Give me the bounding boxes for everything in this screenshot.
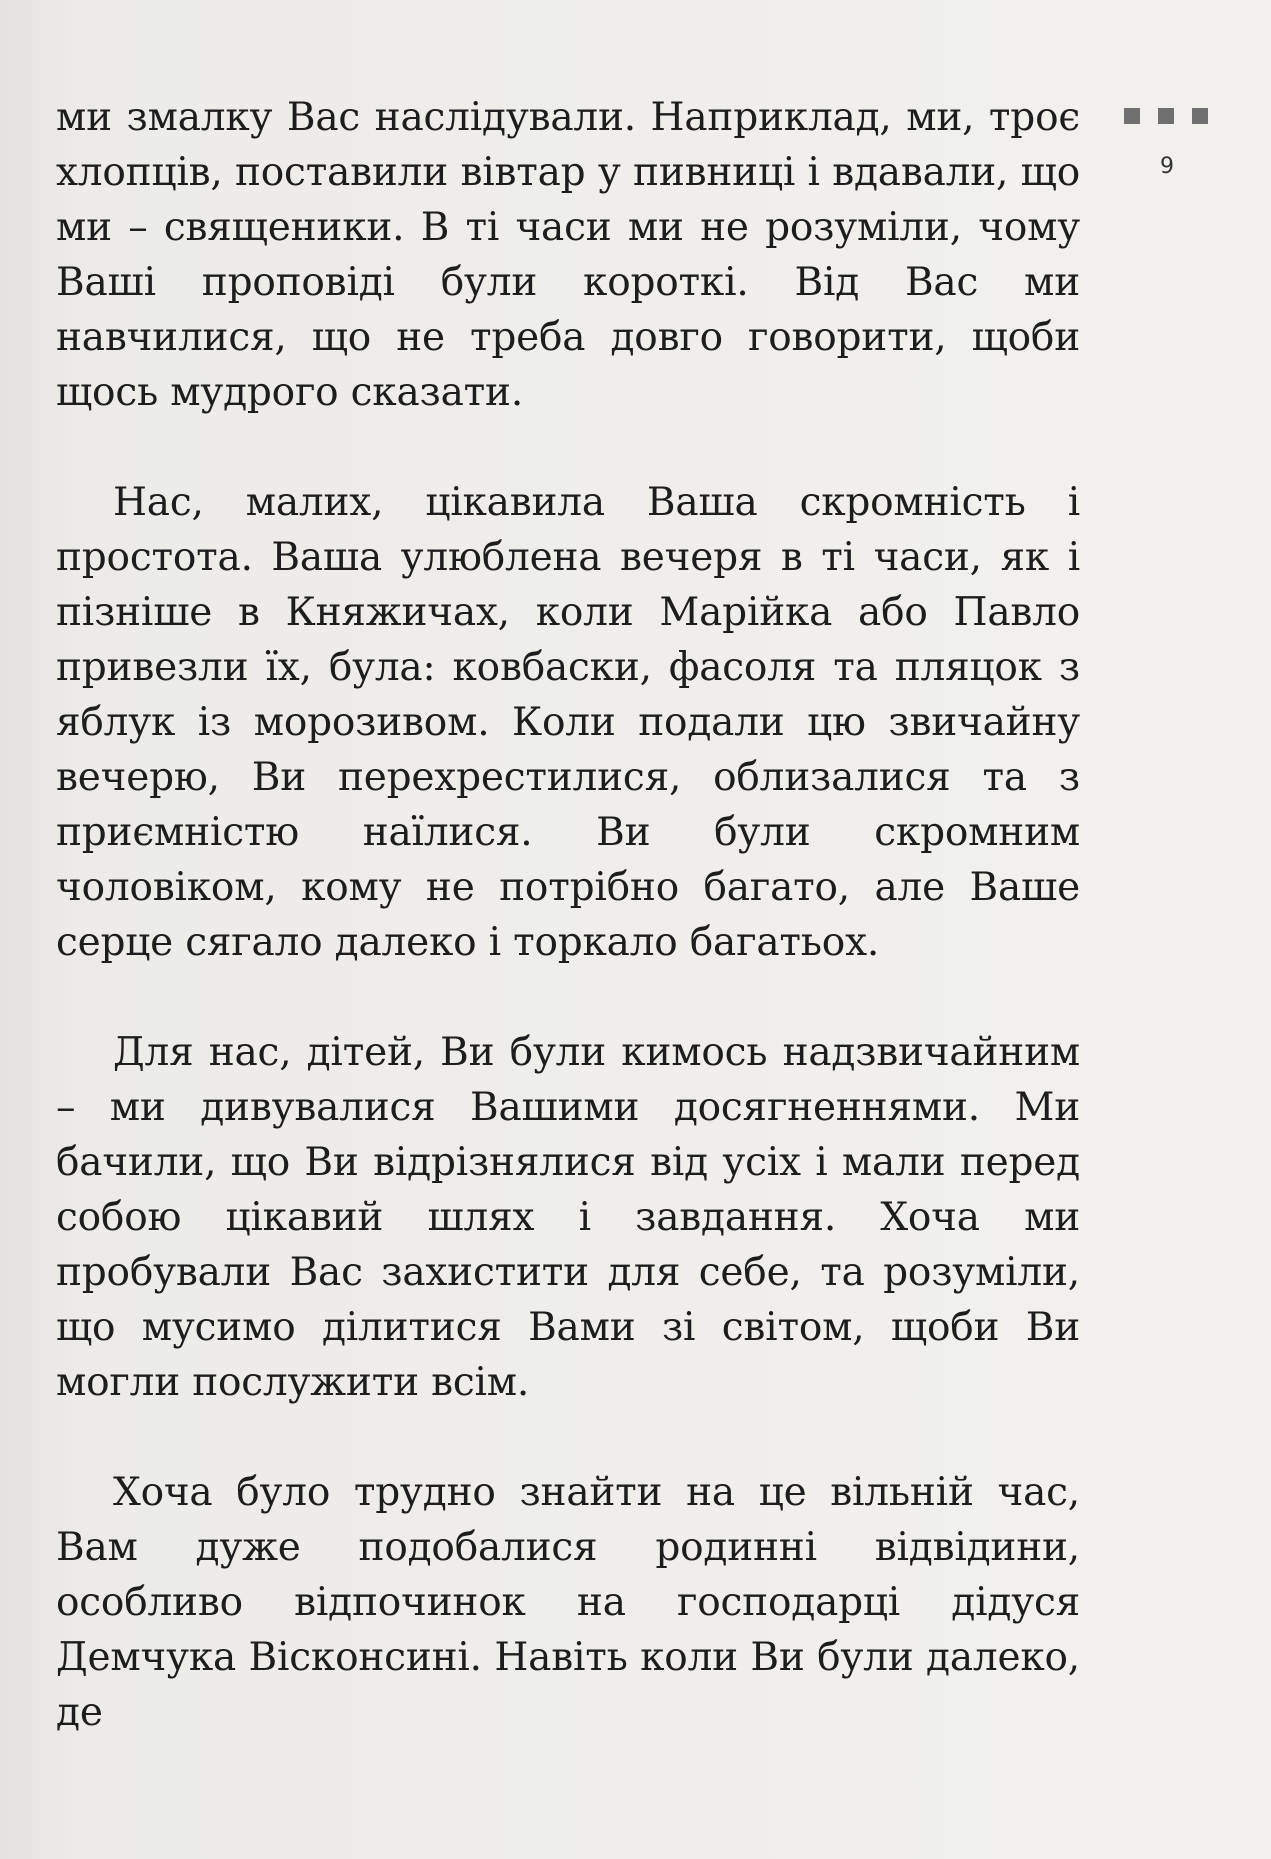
paragraph-2: Нас, малих, цікавила Ваша скромність і простота. Ваша улюблена вечеря в ті часи, як і пізніше в Княжичах, коли Марійка або Павло привезли їх, була: ковбаски, фасоля та пляцок з яблук із морозивом. Коли подали цю звичайну вечерю, Ви перехрестилися, облизалися та з приємністю наїлися. Ви були скромним чоловіком, кому не потрібно багато, але Ваше серце сягало далеко і торкало багатьох. [56, 480, 1080, 965]
marker-square-icon [1192, 108, 1208, 124]
paragraph-1: ми змалку Вас наслідували. Наприклад, ми, троє хлопців, поставили вівтар у пивниці і вдавали, що ми – священики. В ті часи ми не розуміли, чому Ваші проповіді були короткі. Від Вас ми навчилися, що не треба довго говорити, щоби щось мудрого сказати. [56, 95, 1080, 415]
page-marker-squares [1124, 108, 1208, 124]
marker-square-icon [1158, 108, 1174, 124]
marker-square-icon [1124, 108, 1140, 124]
paragraph-4: Хоча було трудно знайти на це вільній час, Вам дуже подобалися родинні відвідини, особливо відпочинок на господарці дідуся Демчука Вісконсині. Навіть коли Ви були далеко, де [56, 1470, 1080, 1735]
page-number: 9 [1160, 154, 1174, 179]
body-text [56, 90, 1080, 1740]
paragraph-3: Для нас, дітей, Ви були кимось надзвичайним – ми дивувалися Вашими досягненнями. Ми бачили, що Ви відрізнялися від усіх і мали перед собою цікавий шлях і завдання. Хоча ми пробували Вас захистити для себе, та розуміли, що мусимо ділитися Вами зі світом, щоби Ви могли послужити всім. [56, 1030, 1080, 1405]
